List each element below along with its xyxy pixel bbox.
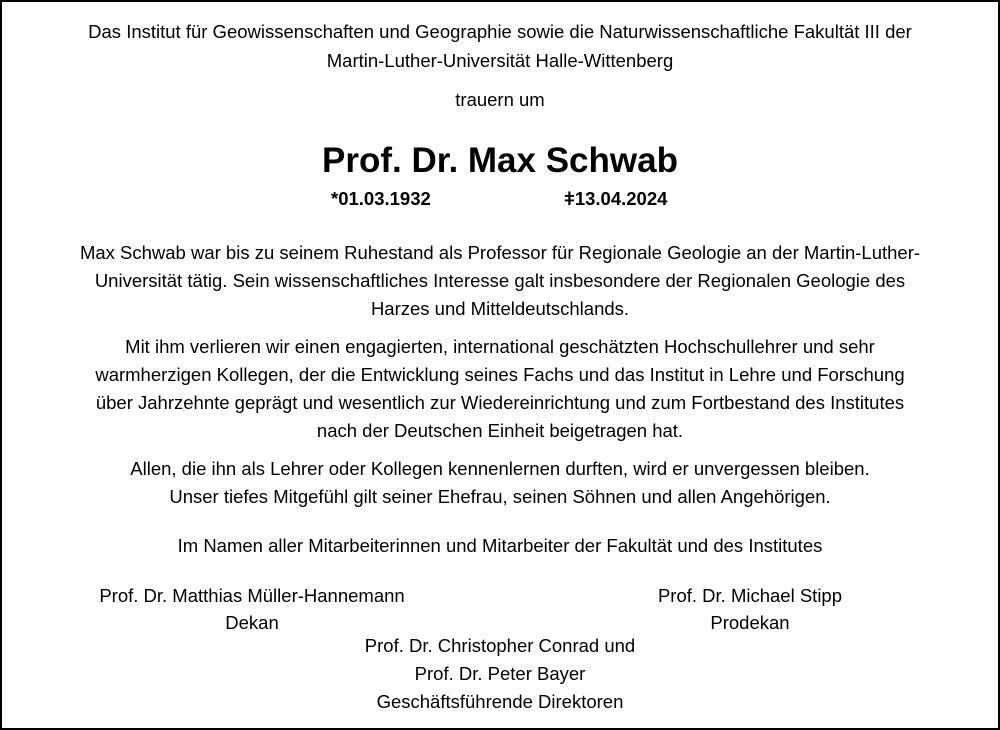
vice-dean-role: Prodekan <box>710 612 790 633</box>
death-date: ǂ13.04.2024 <box>564 188 668 209</box>
dean-role: Dekan <box>225 612 279 633</box>
director-name-2: Prof. Dr. Peter Bayer <box>414 663 586 684</box>
body-paragraph-3-line-2: Unser tiefes Mitgefühl gilt seiner Ehefrau, seinen Söhnen und allen Angehörigen. <box>169 486 831 507</box>
header-institution-line-2: Martin-Luther-Universität Halle-Wittenberg <box>326 50 674 71</box>
body-paragraph-2-line-4: nach der Deutschen Einheit beigetragen hat. <box>316 420 684 441</box>
closing-line: Im Namen aller Mitarbeiterinnen und Mitarbeiter der Fakultät und des Institutes <box>177 535 823 556</box>
directors-role: Geschäftsführende Direktoren <box>376 691 624 712</box>
body-paragraph-1-line-3: Harzes und Mitteldeutschlands. <box>370 298 630 319</box>
body-paragraph-2-line-2: warmherzigen Kollegen, der die Entwicklung seines Fachs und das Institut in Lehre und Forschung <box>95 364 905 385</box>
birth-date: *01.03.1932 <box>331 188 431 209</box>
body-paragraph-1-line-2: Universität tätig. Sein wissenschaftliches Interesse galt insbesondere der Regionalen Geologie des <box>94 270 906 291</box>
body-paragraph-1-line-1: Max Schwab war bis zu seinem Ruhestand als Professor für Regionale Geologie an der Martin-Luther- <box>79 242 921 263</box>
body-paragraph-3-line-1: Allen, die ihn als Lehrer oder Kollegen kennenlernen durften, wird er unvergessen bleiben. <box>130 458 870 479</box>
director-name-1: Prof. Dr. Christopher Conrad und <box>364 635 636 656</box>
vice-dean-name: Prof. Dr. Michael Stipp <box>657 585 843 606</box>
header-institution-line-1: Das Institut für Geowissenschaften und Geographie sowie die Naturwissenschaftliche Fakultät III der <box>88 21 912 42</box>
body-paragraph-2-line-3: über Jahrzehnte geprägt und wesentlich zur Wiedereinrichtung und zum Fortbestand des Institutes <box>95 392 905 413</box>
body-paragraph-2-line-1: Mit ihm verlieren wir einen engagierten, international geschätzten Hochschullehrer und sehr <box>125 336 875 357</box>
deceased-name: Prof. Dr. Max Schwab <box>322 141 678 180</box>
mourning-phrase: trauern um <box>455 89 545 110</box>
dean-name: Prof. Dr. Matthias Müller-Hannemann <box>99 585 405 606</box>
